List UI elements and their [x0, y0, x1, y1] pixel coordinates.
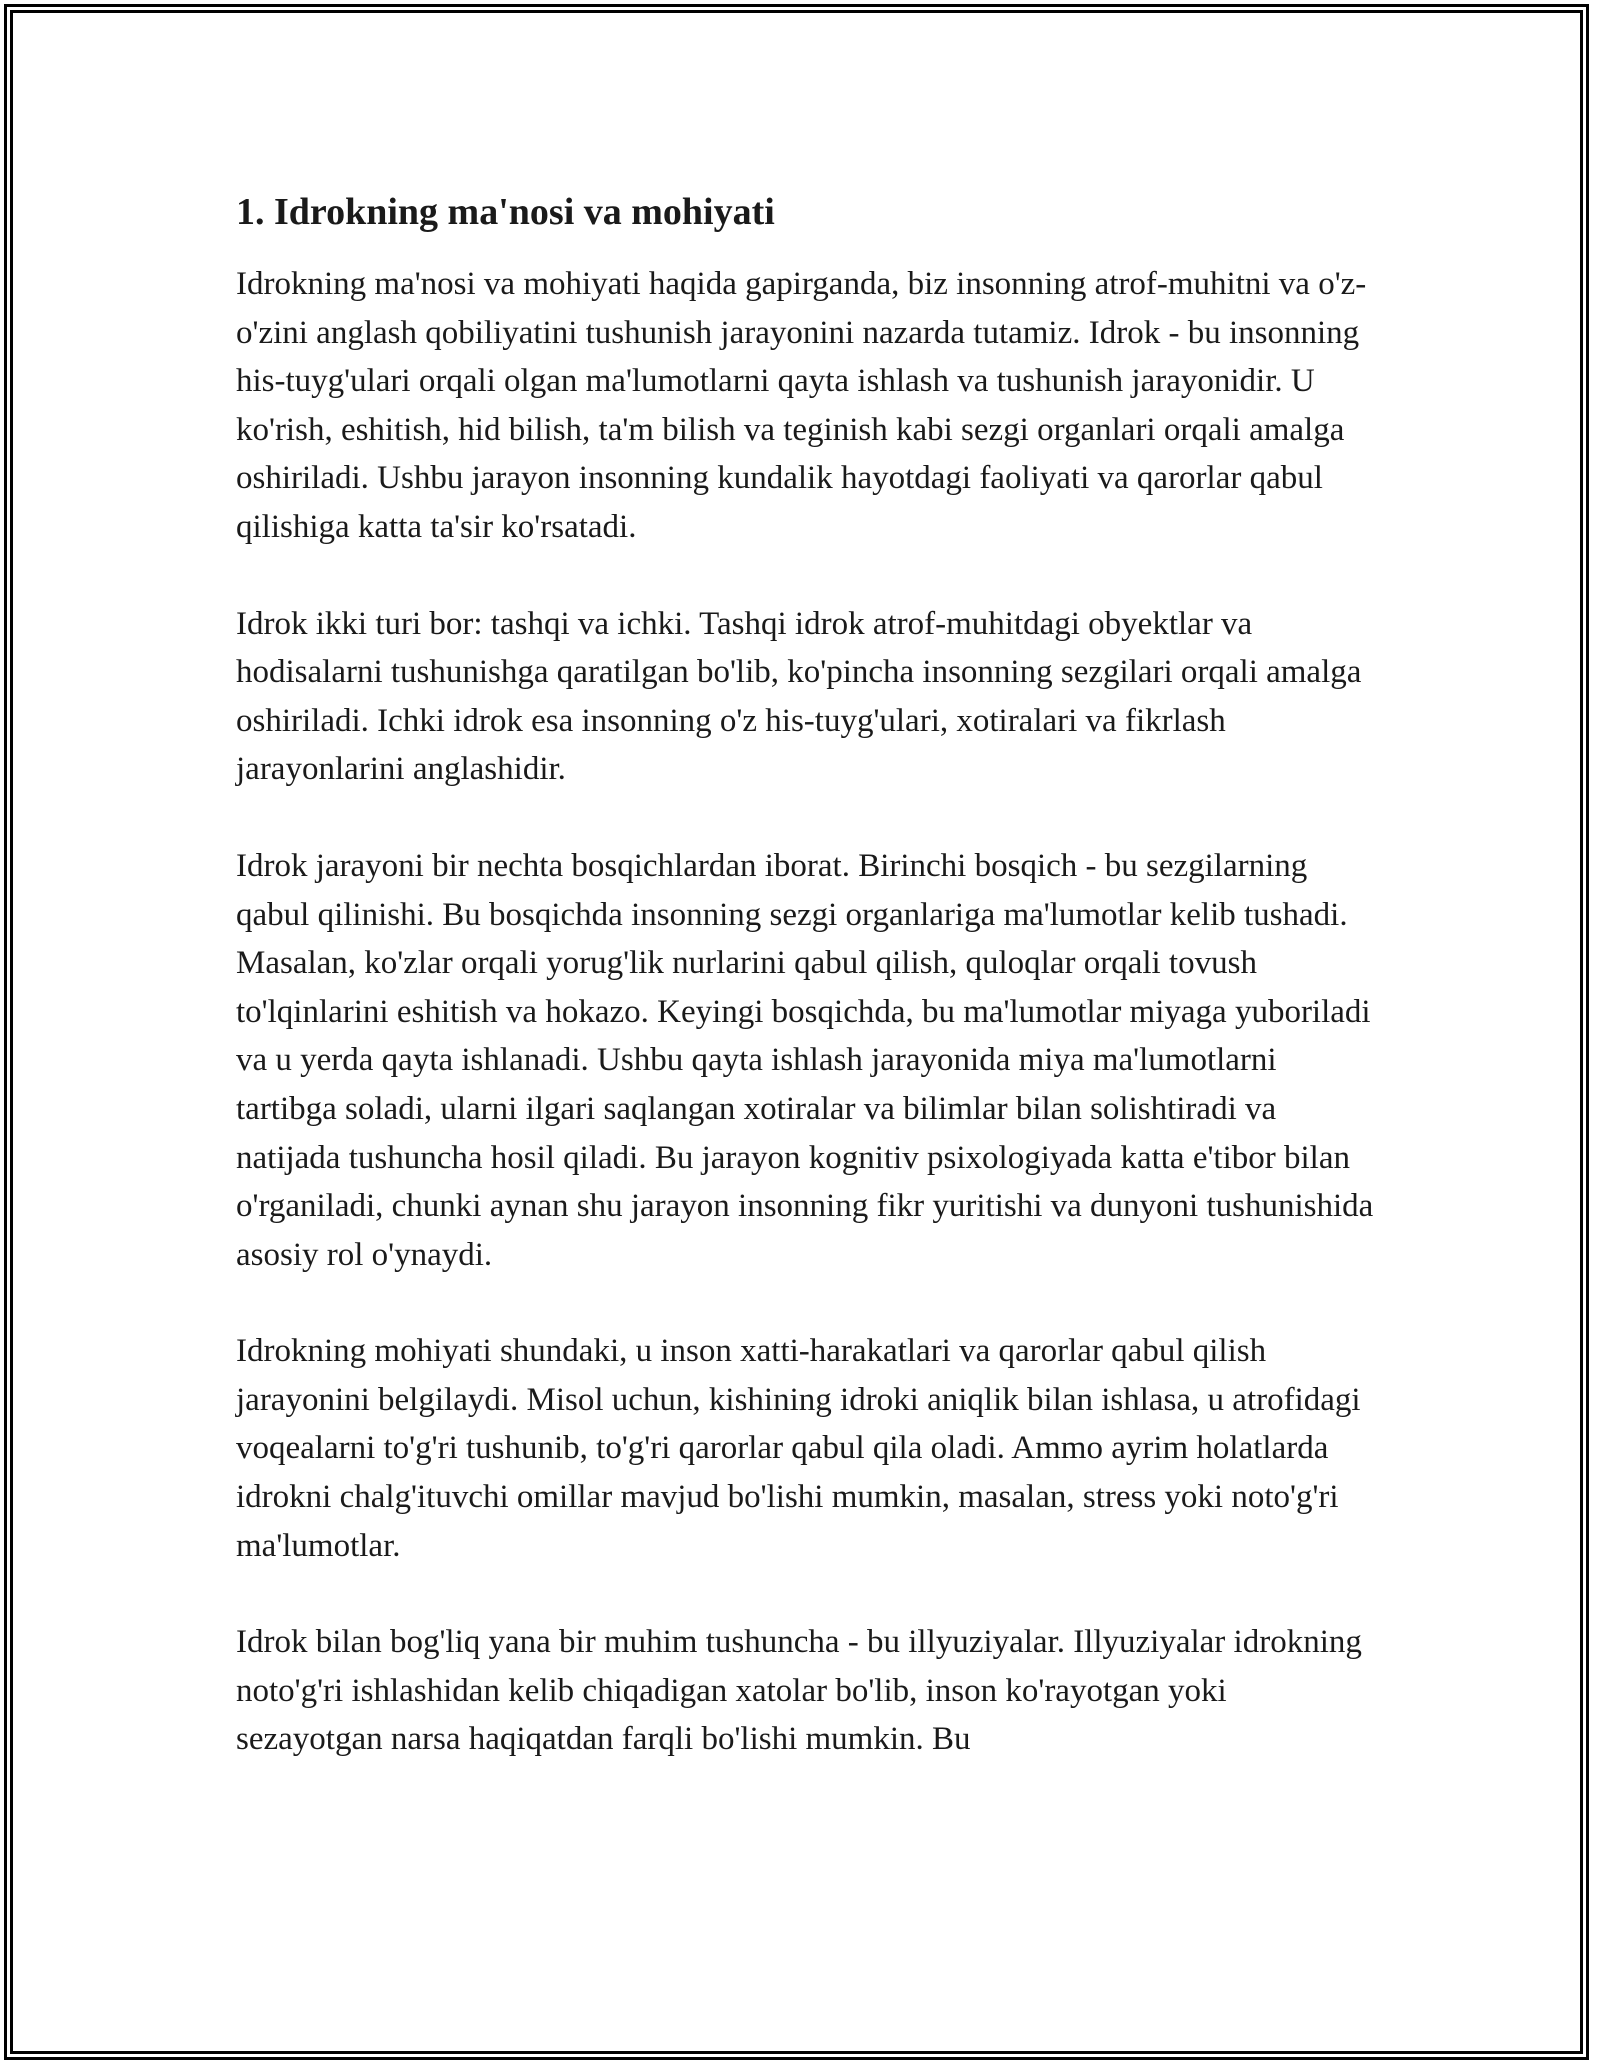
paragraph-2: Idrok ikki turi bor: tashqi va ichki. Tashqi idrok atrof-muhitdagi obyektlar va hodisalarni tushunishga qaratilgan bo'lib, ko'pincha insonning sezgilari orqali amalga oshiriladi. Ichki idrok esa insonning o'z his-tuyg'ulari, xotiralari va fikrlash jarayonlarini anglashidir. — [236, 605, 1362, 788]
paragraph-5: Idrok bilan bog'liq yana bir muhim tushuncha - bu illyuziyalar. Illyuziyalar idrokning noto'g'ri ishlashidan kelib chiqadigan xatolar bo'lib, inson ko'rayotgan yoki sezayotgan narsa haqiqatdan farqli bo'lishi mumkin. Bu — [236, 1624, 1362, 1758]
section-heading: 1. Idrokning ma'nosi va mohiyati — [236, 191, 775, 233]
document-body — [236, 186, 1376, 1812]
paragraph-1: Idrokning ma'nosi va mohiyati haqida gapirganda, biz insonning atrof-muhitni va o'z-o'zini anglash qobiliyatini tushunish jarayonini nazarda tutamiz. Idrok - bu insonning his-tuyg'ulari orqali olgan ma'lumotlarni qayta ishlash va tushunish jarayonidir. U ko'rish, eshitish, hid bilish, ta'm bilish va teginish kabi sezgi organlari orqali amalga oshiriladi. Ushbu jarayon insonning kundalik hayotdagi faoliyati va qarorlar qabul qilishiga katta ta'sir ko'rsatadi. — [236, 266, 1367, 545]
paragraph-3: Idrok jarayoni bir nechta bosqichlardan iborat. Birinchi bosqich - bu sezgilarning qabul qilinishi. Bu bosqichda insonning sezgi organlariga ma'lumotlar kelib tushadi. Masalan, ko'zlar orqali yorug'lik nurlarini qabul qilish, quloqlar orqali tovush to'lqinlarini eshitish va hokazo. Keyingi bosqichda, bu ma'lumotlar miyaga yuboriladi va u yerda qayta ishlanadi. Ushbu qayta ishlash jarayonida miya ma'lumotlarni tartibga soladi, ularni ilgari saqlangan xotiralar va bilimlar bilan solishtiradi va natijada tushuncha hosil qiladi. Bu jarayon kognitiv psixologiyada katta e'tibor bilan o'rganiladi, chunki aynan shu jarayon insonning fikr yuritishi va dunyoni tushunishida asosiy rol o'ynaydi. — [236, 847, 1374, 1273]
paragraph-4: Idrokning mohiyati shundaki, u inson xatti-harakatlari va qarorlar qabul qilish jarayonini belgilaydi. Misol uchun, kishining idroki aniqlik bilan ishlasa, u atrofidagi voqealarni to'g'ri tushunib, to'g'ri qarorlar qabul qila oladi. Ammo ayrim holatlarda idrokni chalg'ituvchi omillar mavjud bo'lishi mumkin, masalan, stress yoki noto'g'ri ma'lumotlar. — [236, 1333, 1361, 1564]
